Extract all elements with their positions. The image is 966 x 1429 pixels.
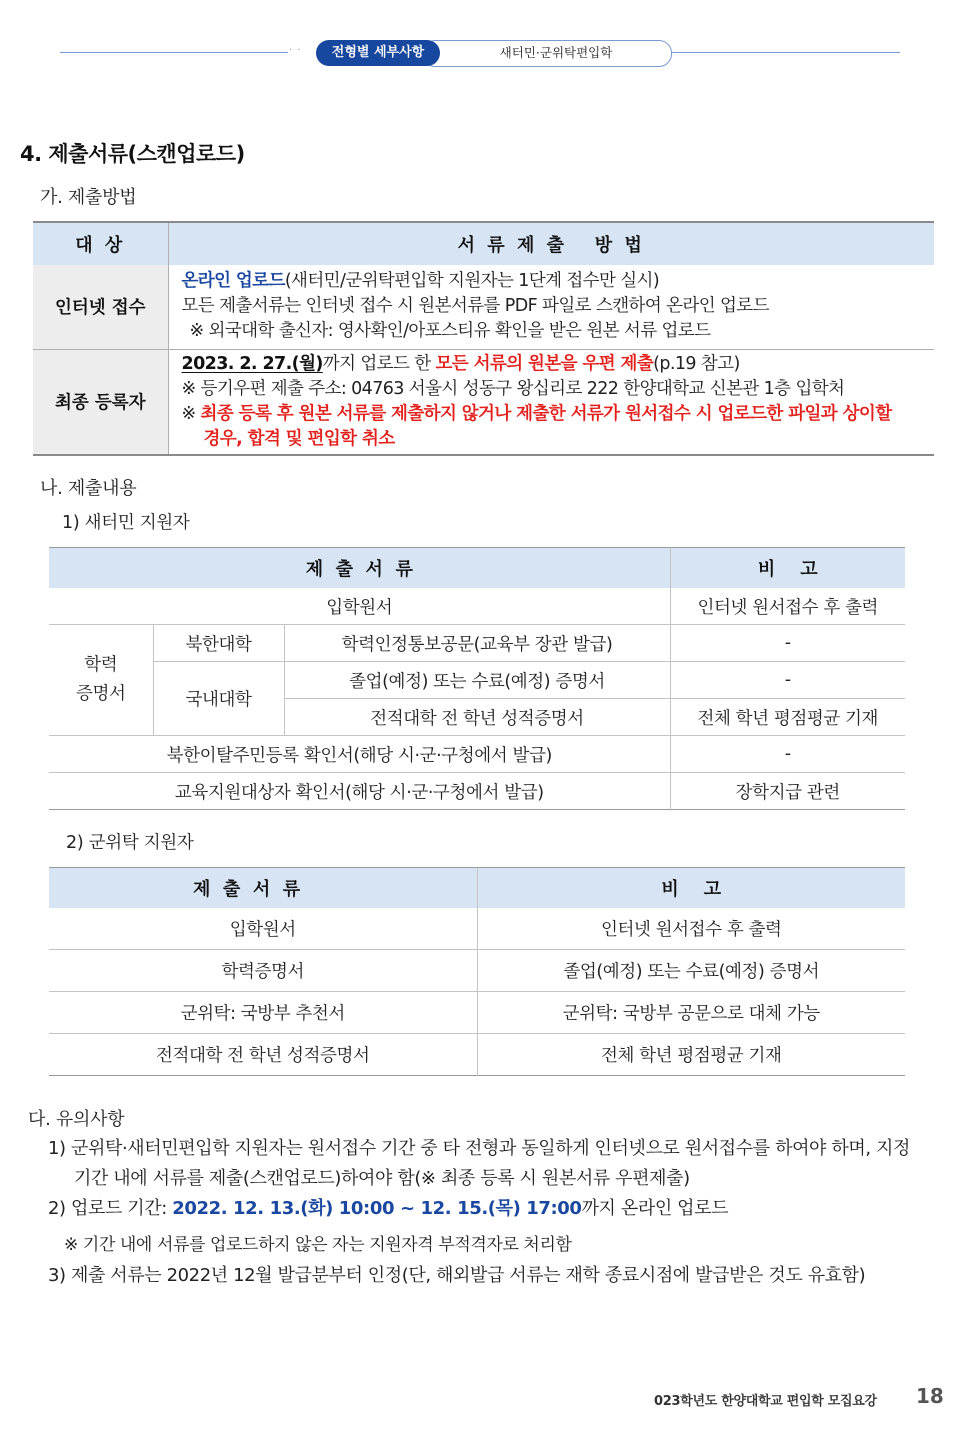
- online-upload-highlight: 온라인 업로드: [181, 271, 285, 292]
- note-3: 3) 제출 서류는 2022년 12월 발급분부터 인정(단, 해외발급 서류는 재학 종료시점에 발급받은 것도 유효함): [48, 1265, 866, 1286]
- subheading-contents: 나. 제출내용: [40, 478, 137, 499]
- table-cell: 전체 학년 평점평균 기재: [600, 1046, 782, 1066]
- final-warning-mark: ※: [181, 403, 201, 424]
- note-1-line1: 1) 군위탁·새터민편입학 지원자는 원서접수 기간 중 타 전형과 동일하게 인터넷으로 원서접수를 하여야 하며, 지정: [48, 1138, 910, 1159]
- method-row-final-body: [168, 349, 934, 455]
- edu-label-line1: 학력: [84, 655, 118, 675]
- edu-certificate-group-label: [49, 625, 153, 736]
- military-head-note: 비 고: [477, 868, 905, 909]
- footer-title: 023학년도 한양대학교 편입학 모집요강: [654, 1394, 877, 1409]
- table-cell: 장학지급 관련: [735, 782, 840, 803]
- final-original-mail-highlight: 모든 서류의 원본을 우편 제출: [435, 353, 654, 374]
- final-deadline-date: 2023. 2. 27.(월): [181, 353, 323, 374]
- method-row-final-label: 최종 등록자: [33, 349, 168, 455]
- table-cell: 군위탁: 국방부 추천서: [49, 992, 477, 1034]
- table-cell: 전적대학 전 학년 성적증명서: [284, 699, 670, 736]
- page-number: 18: [916, 1384, 944, 1408]
- table-cell: 학력인정통보공문(교육부 장관 발급): [284, 625, 670, 662]
- table-cell: 졸업(예정) 또는 수료(예정) 증명서: [284, 662, 670, 699]
- edu-label-line2: 증명서: [75, 684, 126, 704]
- note-1-line2: 기간 내에 서류를 제출(스캔업로드)하여야 함(※ 최종 등록 시 원본서류 우편제출): [74, 1168, 690, 1189]
- table-cell: -: [670, 662, 905, 699]
- final-page-ref: (p.19 참고): [653, 353, 740, 374]
- note-2-suffix: 까지 온라인 업로드: [581, 1198, 729, 1219]
- final-deadline-mid: 까지 업로드 한: [322, 353, 436, 374]
- subheading-military: 2) 군위탁 지원자: [66, 833, 194, 853]
- table-cell: 학력증명서: [49, 950, 477, 992]
- military-docs-table: [49, 867, 905, 1076]
- note-2-sub: ※ 기간 내에 서류를 업로드하지 않은 자는 지원자격 부적격자로 처리함: [64, 1235, 572, 1255]
- defector-head-note: 비 고: [670, 548, 905, 589]
- nk-university-label: 북한대학: [153, 625, 284, 662]
- military-head-docs: 제 출 서 류: [49, 868, 477, 909]
- online-upload-note: (새터민/군위탁편입학 지원자는 1단계 접수만 실시): [284, 271, 660, 292]
- subheading-method: 가. 제출방법: [40, 187, 137, 208]
- final-warning-line2: 경우, 합격 및 편입학 취소: [203, 428, 395, 449]
- method-head-target: 대 상: [33, 222, 168, 265]
- method-row-internet-body: [168, 265, 934, 349]
- section-title: 4. 제출서류(스캔업로드): [20, 142, 245, 166]
- note-2: [48, 1194, 728, 1220]
- method-row-internet-label: 인터넷 접수: [33, 265, 168, 349]
- upload-period-highlight: 2022. 12. 13.(화) 10:00 ~ 12. 15.(목) 17:00: [172, 1198, 582, 1219]
- table-cell: -: [670, 736, 905, 773]
- submission-method-table: [33, 221, 934, 456]
- table-cell: 인터넷 원서접수 후 출력: [670, 588, 905, 625]
- final-mail-address: ※ 등기우편 제출 주소: 04763 서울시 성동구 왕십리로 222 한양대학교 신본관 1층 입학처: [181, 378, 845, 399]
- kr-university-label: 국내대학: [153, 662, 284, 736]
- method-head-method: 서 류 제 출 방 법: [168, 222, 934, 265]
- header-rule-right: [670, 52, 900, 53]
- table-cell: 입학원서: [49, 908, 477, 950]
- table-cell: 군위탁: 국방부 공문으로 대체 가능: [477, 992, 905, 1034]
- table-cell: 입학원서: [49, 588, 670, 625]
- table-cell: 졸업(예정) 또는 수료(예정) 증명서: [477, 950, 905, 992]
- header-category-tag: 새터민·군위탁편입학: [422, 40, 672, 67]
- method-row-internet-line2: 모든 제출서류는 인터넷 접수 시 원본서류를 PDF 파일로 스캔하여 온라인 업로드: [181, 296, 769, 317]
- header-section-tag: 전형별 세부사항: [316, 40, 440, 66]
- header-dots: · ·: [289, 45, 302, 56]
- method-row-internet-line3: ※ 외국대학 출신자: 영사확인/아포스티유 확인을 받은 원본 서류 업로드: [189, 321, 711, 342]
- table-cell: 전체 학년 평점평균 기재: [670, 699, 905, 736]
- defector-docs-table: [49, 547, 905, 810]
- final-warning-line1: 최종 등록 후 원본 서류를 제출하지 않거나 제출한 서류가 원서접수 시 업로드한 파일과 상이할: [200, 403, 892, 424]
- table-cell: 인터넷 원서접수 후 출력: [477, 908, 905, 950]
- subheading-defector: 1) 새터민 지원자: [62, 513, 190, 533]
- table-cell: 전적대학 전 학년 성적증명서: [49, 1034, 477, 1076]
- defector-head-docs: 제 출 서 류: [49, 548, 670, 589]
- header-rule-left: [60, 52, 288, 53]
- note-2-prefix: 2) 업로드 기간:: [48, 1198, 173, 1219]
- table-cell: 교육지원대상자 확인서(해당 시·군·구청에서 발급): [49, 773, 670, 810]
- table-cell: -: [670, 625, 905, 662]
- table-cell: 북한이탈주민등록 확인서(해당 시·군·구청에서 발급): [49, 736, 670, 773]
- subheading-notes: 다. 유의사항: [28, 1109, 125, 1130]
